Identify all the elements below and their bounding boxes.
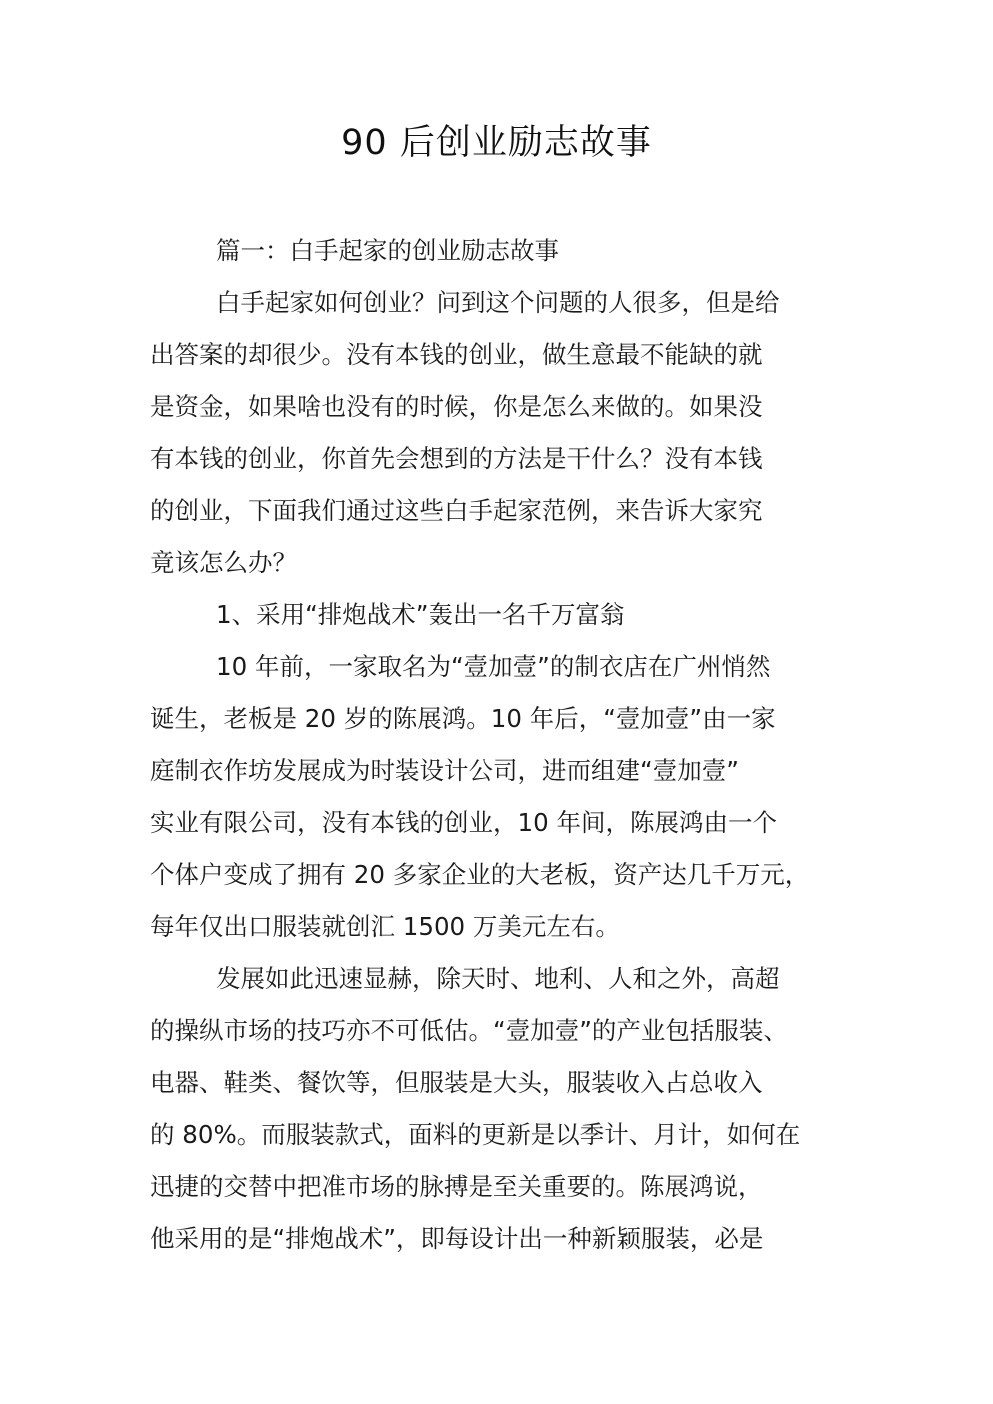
subsection-heading: 1、采用“排炮战术”轰出一名千万富翁: [216, 600, 625, 629]
paragraph-line: 庭制衣作坊发展成为时装设计公司，进而组建“壹加壹”: [150, 756, 739, 785]
paragraph-line: 电器、鞋类、餐饮等，但服装是大头，服装收入占总收入: [150, 1068, 763, 1097]
paragraph-line: 是资金，如果啥也没有的时候，你是怎么来做的。如果没: [150, 392, 763, 421]
paragraph-line: 的 80%。而服装款式，面料的更新是以季计、月计，如何在: [150, 1120, 801, 1149]
paragraph-line: 竟该怎么办？: [150, 548, 297, 577]
paragraph-line: 的操纵市场的技巧亦不可低估。“壹加壹”的产业包括服装、: [150, 1016, 788, 1045]
paragraph-line: 每年仅出口服装就创汇 1500 万美元左右。: [150, 912, 620, 941]
paragraph-line: 白手起家如何创业？问到这个问题的人很多，但是给: [216, 288, 780, 317]
section-heading: 篇一：白手起家的创业励志故事: [216, 236, 559, 265]
paragraph-line: 出答案的却很少。没有本钱的创业，做生意最不能缺的就: [150, 340, 763, 369]
paragraph-line: 实业有限公司，没有本钱的创业，10 年间，陈展鸿由一个: [150, 808, 777, 837]
document-title: 90 后创业励志故事: [341, 123, 652, 163]
paragraph-line: 10 年前，一家取名为“壹加壹”的制衣店在广州悄然: [216, 652, 771, 681]
paragraph-line: 发展如此迅速显赫，除天时、地利、人和之外，高超: [216, 964, 780, 993]
paragraph-line: 个体户变成了拥有 20 多家企业的大老板，资产达几千万元，: [150, 860, 810, 889]
paragraph-line: 诞生，老板是 20 岁的陈展鸿。10 年后，“壹加壹”由一家: [150, 704, 776, 733]
paragraph-line: 他采用的是“排炮战术”，即每设计出一种新颖服装，必是: [150, 1224, 764, 1253]
paragraph-line: 的创业，下面我们通过这些白手起家范例，来告诉大家究: [150, 496, 763, 525]
paragraph-line: 迅捷的交替中把准市场的脉搏是至关重要的。陈展鸿说，: [150, 1172, 763, 1201]
paragraph-line: 有本钱的创业，你首先会想到的方法是干什么？没有本钱: [150, 444, 763, 473]
